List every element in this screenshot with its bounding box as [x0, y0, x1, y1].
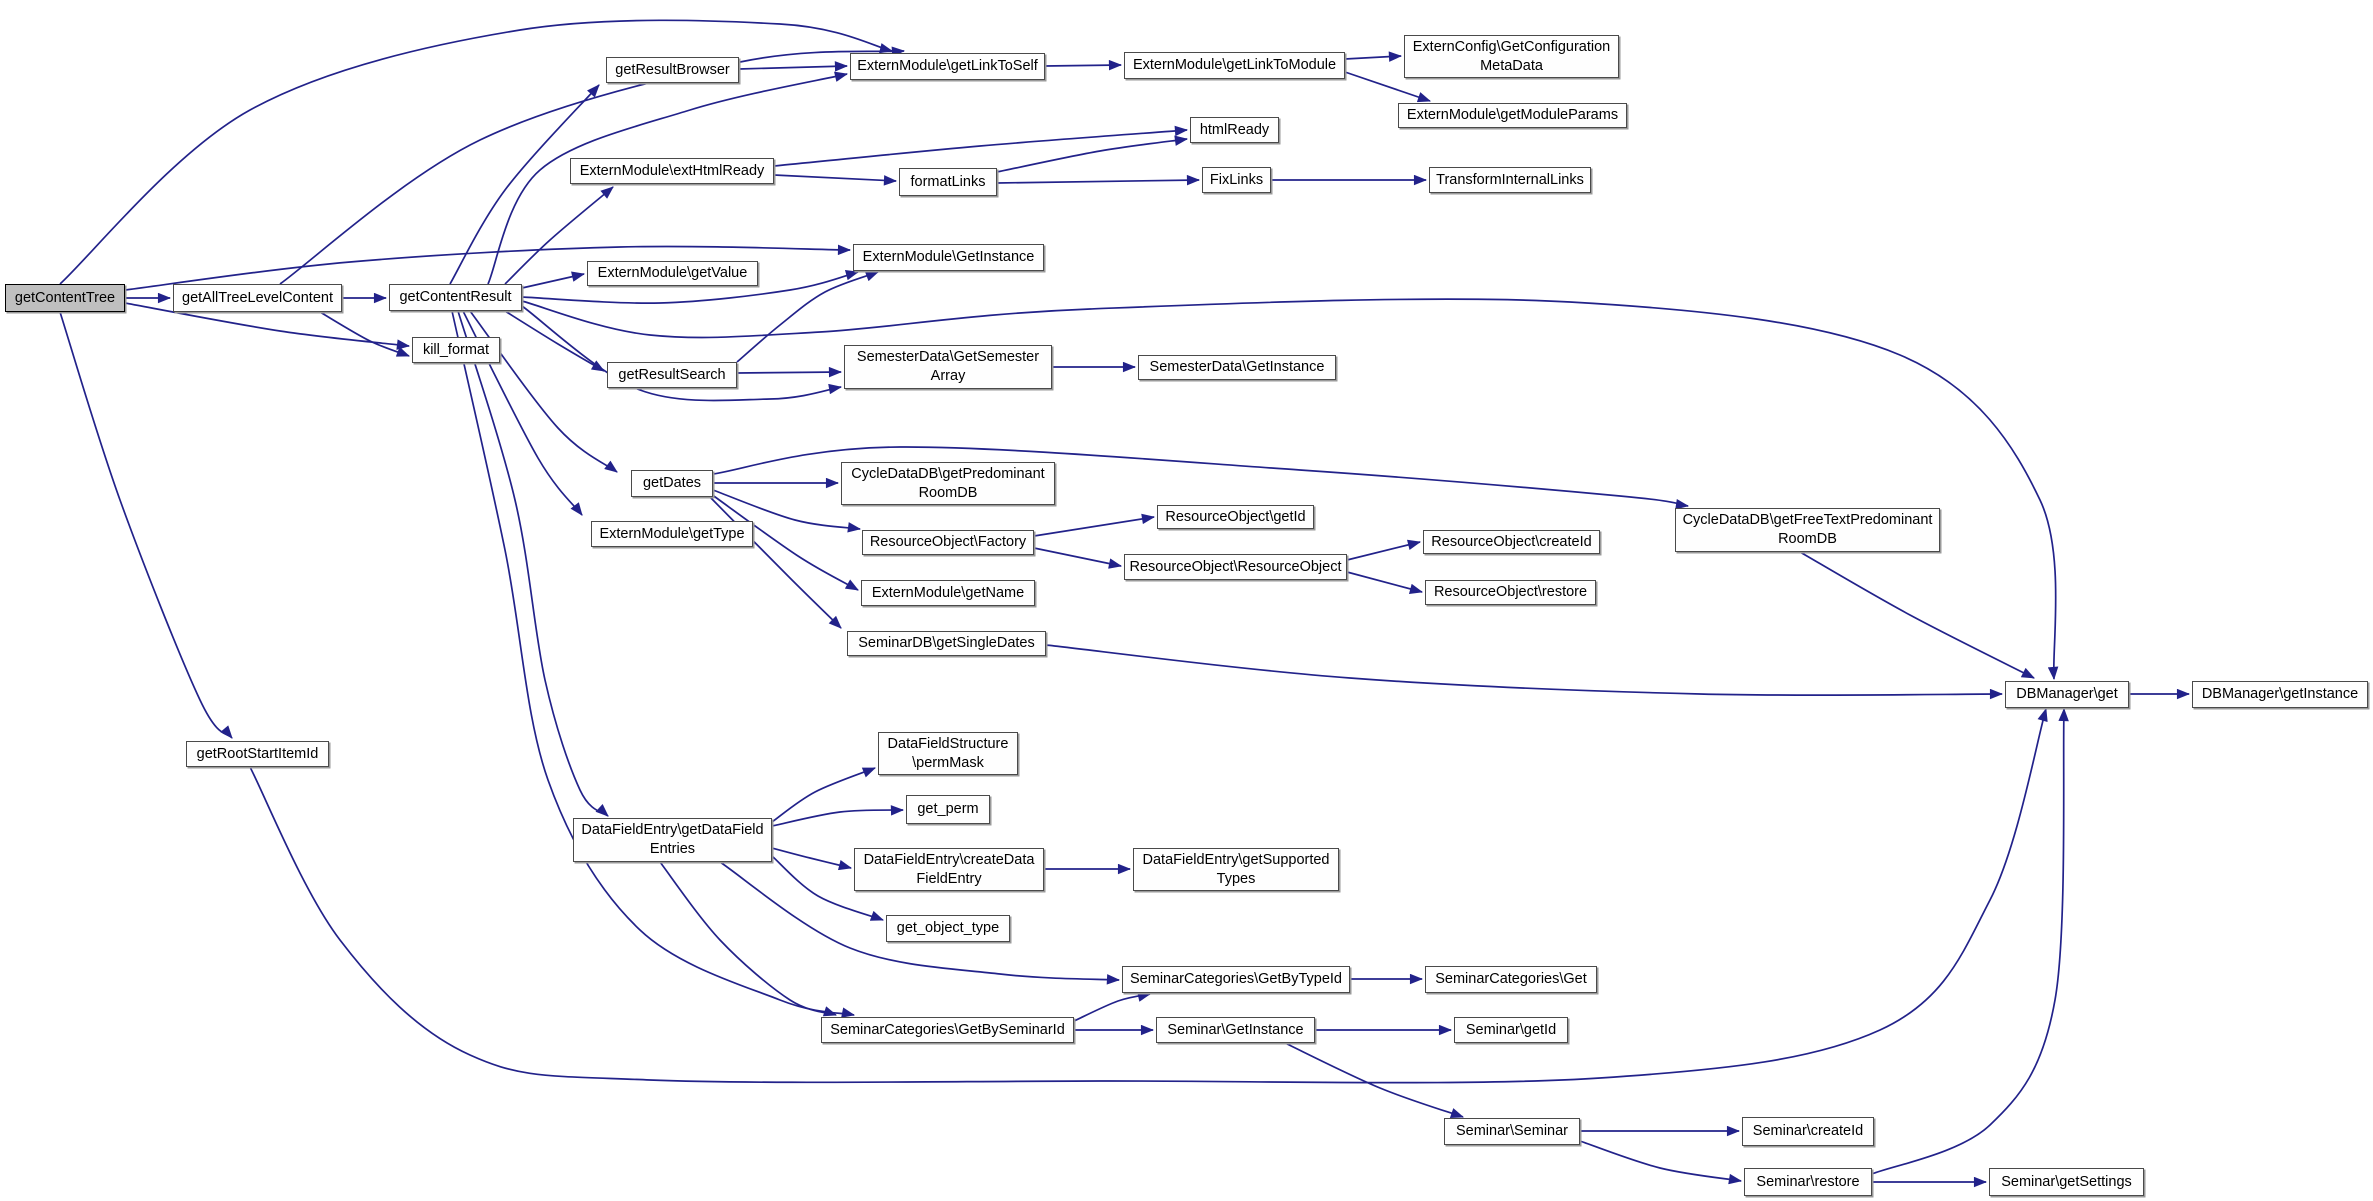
node-resource-object-get-id[interactable]: ResourceObject\getId	[1157, 505, 1314, 529]
edge-getContentResult-to-getDataFieldEntries	[458, 311, 608, 816]
edge-getRootStartItemId-to-DBget	[250, 709, 2046, 1083]
edge-getResultBrowser-to-getLinkToSelf	[739, 66, 847, 69]
node-resource-object-restore[interactable]: ResourceObject\restore	[1425, 580, 1596, 605]
node-get-root-start-item-id[interactable]: getRootStartItemId	[186, 741, 329, 767]
edge-Factory-to-ROgetId	[1034, 517, 1154, 536]
edge-getResultSearch-to-GetSemesterArray	[737, 372, 841, 373]
edge-Factory-to-ResourceObject	[1034, 548, 1121, 566]
node-seminar-get-id[interactable]: Seminar\getId	[1454, 1017, 1568, 1043]
node-data-field-structure-perm-mask[interactable]: DataFieldStructure \permMask	[878, 732, 1018, 775]
node-data-field-entry-get-supported-types[interactable]: DataFieldEntry\getSupported Types	[1133, 848, 1339, 891]
node-extern-module-get-link-to-module[interactable]: ExternModule\getLinkToModule	[1124, 52, 1345, 79]
edge-getDataFieldEntries-to-createDataFieldEntry	[772, 848, 851, 868]
edge-ResourceObject-to-ROrestore	[1347, 572, 1422, 592]
edge-getLinkToModule-to-getConfigurationMetaData	[1345, 56, 1401, 59]
edge-getContentResult-to-getResultBrowser	[450, 85, 599, 284]
edge-getDataFieldEntries-to-get_perm	[772, 810, 903, 826]
node-seminar-categories-get[interactable]: SeminarCategories\Get	[1425, 966, 1597, 993]
edge-GetBySeminarId-to-GetByTypeId	[1074, 994, 1150, 1021]
edge-formatLinks-to-htmlReady	[997, 139, 1187, 172]
node-kill-format[interactable]: kill_format	[412, 337, 500, 363]
node-get-result-browser[interactable]: getResultBrowser	[606, 57, 739, 83]
edge-getLinkToSelf-to-getLinkToModule	[1045, 65, 1121, 66]
node-extern-module-get-module-params[interactable]: ExternModule\getModuleParams	[1398, 103, 1627, 128]
node-seminar-get-instance[interactable]: Seminar\GetInstance	[1156, 1017, 1315, 1043]
node-get-all-tree-level-content[interactable]: getAllTreeLevelContent	[173, 284, 342, 312]
node-transform-internal-links[interactable]: TransformInternalLinks	[1429, 167, 1591, 193]
edge-getContentResult-to-getValue	[522, 274, 584, 288]
node-resource-object-resource-object[interactable]: ResourceObject\ResourceObject	[1124, 554, 1347, 580]
node-html-ready[interactable]: htmlReady	[1190, 117, 1279, 143]
edge-getFreeTextPredominantRoomDB-to-DBget	[1800, 552, 2034, 678]
node-get-content-result[interactable]: getContentResult	[389, 284, 522, 311]
node-extern-module-ext-html-ready[interactable]: ExternModule\extHtmlReady	[570, 158, 774, 184]
node-get-object-type[interactable]: get_object_type	[886, 915, 1010, 942]
edge-SeminarSeminar-to-SemRestore	[1580, 1141, 1741, 1181]
node-data-field-entry-get-data-field-entries[interactable]: DataFieldEntry\getDataField Entries	[573, 818, 772, 862]
node-extern-module-get-type[interactable]: ExternModule\getType	[591, 521, 753, 547]
edge-getSingleDates-to-DBget	[1046, 645, 2002, 695]
node-semester-data-get-semester-array[interactable]: SemesterData\GetSemester Array	[844, 345, 1052, 389]
node-get-content-tree[interactable]: getContentTree	[5, 284, 125, 312]
node-db-manager-get-instance[interactable]: DBManager\getInstance	[2192, 681, 2368, 708]
edge-extHtmlReady-to-htmlReady	[774, 130, 1187, 166]
node-format-links[interactable]: formatLinks	[899, 168, 997, 196]
node-get-dates[interactable]: getDates	[631, 470, 713, 497]
node-seminar-db-get-single-dates[interactable]: SeminarDB\getSingleDates	[847, 631, 1046, 656]
node-db-manager-get[interactable]: DBManager\get	[2005, 681, 2129, 708]
edge-getDates-to-getSingleDates	[709, 496, 841, 628]
node-resource-object-create-id[interactable]: ResourceObject\createId	[1423, 530, 1600, 554]
node-seminar-categories-get-by-type-id[interactable]: SeminarCategories\GetByTypeId	[1122, 966, 1350, 993]
edge-getContentResult-to-getResultSearch	[505, 311, 604, 371]
node-get-result-search[interactable]: getResultSearch	[607, 362, 737, 388]
node-fix-links[interactable]: FixLinks	[1202, 167, 1271, 193]
node-extern-config-get-configuration-meta-data[interactable]: ExternConfig\GetConfiguration MetaData	[1404, 35, 1619, 78]
node-cycle-data-db-get-free-text-predominant-room-db[interactable]: CycleDataDB\getFreeTextPredominant RoomDB	[1675, 508, 1940, 552]
edge-getAllTreeLevelContent-to-kill_format	[320, 312, 409, 356]
node-cycle-data-db-get-predominant-room-db[interactable]: CycleDataDB\getPredominant RoomDB	[841, 462, 1055, 505]
edge-ResourceObject-to-ROcreateId	[1347, 542, 1420, 560]
edge-getContentTree-to-getLinkToSelf	[60, 20, 892, 284]
edge-getDataFieldEntries-to-GetBySeminarId	[660, 862, 836, 1015]
edge-getContentResult-to-GetBySeminarId	[452, 311, 854, 1015]
edge-formatLinks-to-FixLinks	[997, 180, 1199, 183]
node-extern-module-get-instance[interactable]: ExternModule\GetInstance	[853, 244, 1044, 271]
edge-SemInstance-to-SeminarSeminar	[1285, 1043, 1463, 1117]
node-extern-module-get-link-to-self[interactable]: ExternModule\getLinkToSelf	[850, 53, 1045, 80]
node-data-field-entry-create-data-field-entry[interactable]: DataFieldEntry\createData FieldEntry	[854, 848, 1044, 891]
node-extern-module-get-name[interactable]: ExternModule\getName	[861, 580, 1035, 606]
node-seminar-restore[interactable]: Seminar\restore	[1744, 1168, 1872, 1196]
node-seminar-categories-get-by-seminar-id[interactable]: SeminarCategories\GetBySeminarId	[821, 1017, 1074, 1043]
edge-getContentTree-to-getRootStartItemId	[60, 312, 232, 738]
node-extern-module-get-value[interactable]: ExternModule\getValue	[587, 261, 758, 286]
node-resource-object-factory[interactable]: ResourceObject\Factory	[862, 530, 1034, 555]
node-semester-data-get-instance[interactable]: SemesterData\GetInstance	[1138, 355, 1336, 380]
node-seminar-create-id[interactable]: Seminar\createId	[1742, 1117, 1874, 1146]
node-get-perm[interactable]: get_perm	[906, 795, 990, 824]
node-seminar-seminar[interactable]: Seminar\Seminar	[1444, 1118, 1580, 1145]
node-seminar-get-settings[interactable]: Seminar\getSettings	[1989, 1168, 2144, 1196]
edge-extHtmlReady-to-formatLinks	[774, 175, 896, 181]
